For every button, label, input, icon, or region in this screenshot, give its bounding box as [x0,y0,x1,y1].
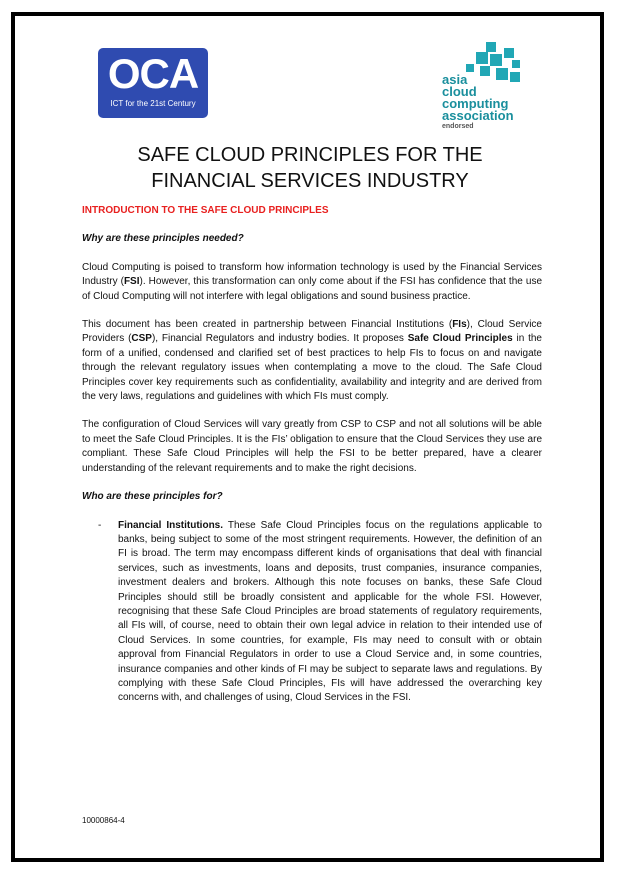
oca-logo [98,48,208,118]
oca-logo-mark: OCA [107,50,199,97]
document-title-line-2: FINANCIAL SERVICES INDUSTRY [151,170,469,192]
acca-square-icon [486,42,496,52]
acca-square-icon [490,54,502,66]
principles-audience-list [82,519,542,706]
paragraph-1: Cloud Computing is poised to transform how information technology is used by the Financial Services Industry (FSI). However, this transformation can only come about if the FSI has confidence that the use of Cloud Computing will not interfere with legal obligations and sound business practice. [82,261,543,302]
acca-logo-endorsed: endorsed [442,123,474,130]
document-title-line-1: SAFE CLOUD PRINCIPLES FOR THE [137,144,483,166]
list-item-lead: Financial Institutions. [118,519,224,531]
acca-square-icon [466,64,474,72]
question-who: Who are these principles for? [82,491,223,503]
acca-square-icon [476,52,488,64]
paragraph-3: The configuration of Cloud Services will vary greatly from CSP to CSP and not all solutions will be able to meet the Safe Cloud Principles. It is the FIs’ obligation to ensure that the Cloud Services they use are compliant. These Safe Cloud Principles will help the FSI to be better prepared, have a clearer understanding of the relevant requirements and to make the right decisions. [82,419,542,474]
acca-square-icon [504,48,514,58]
acca-logo-line: association [442,108,514,123]
document-number: 10000864-4 [82,816,125,825]
acca-square-icon [512,60,520,68]
section-heading: INTRODUCTION TO THE SAFE CLOUD PRINCIPLES [82,205,329,216]
document-title [0,142,620,194]
question-why: Why are these principles needed? [82,233,244,245]
list-item [82,519,542,706]
document-body [82,204,542,706]
acca-logo [440,40,550,136]
acca-logo-line: asia [442,72,468,87]
acca-logo-line: cloud [442,84,477,99]
list-bullet: - [98,519,102,531]
list-item-text: These Safe Cloud Principles focus on the regulations applicable to banks, being subject to some of the most stringent requirements. However, the definition of an FI is broad. The term may encompass different kinds of organisations that deal with financial services, such as investments, loans and deposits, trust companies, insurance companies, investment dealers and brokers. Although this note focuses on banks, these Safe Cloud Principles should still be broadly consistent and applicable for the whole FSI. However, recognising that these Safe Cloud Principles are broad statements of regulatory requirements, all FIs will, of course, need to obtain their own legal advice in relation to their intended use of Cloud Services. In some countries, for example, FIs may need to consult with or obtain approval from Financial Regulators in order to use a Cloud Service and, in some countries, insurance companies and other kinds of FI may be subject to separate laws and regulations. By complying with these Safe Cloud Principles, FIs will have addressed the overarching key concerns with, and challenges of using, Cloud Services in the FSI. [118,519,542,704]
acca-logo-line: computing [442,96,509,111]
acca-logo-text [442,74,514,131]
oca-logo-tagline: ICT for the 21st Century [110,99,196,108]
paragraph-2: This document has been created in partnership between Financial Institutions (FIs), Cloud Service Providers (CSP), Financial Regulators and industry bodies. It proposes Safe Cloud Principles in the form of a unified, condensed and clarified set of best practices to help FIs to focus on and navigate through the relevant regulatory issues when contemplating a move to the cloud. The Safe Cloud Principles cover key requirements such as confidentiality, availability and integrity and are derived from the very laws, regulations and guidelines with which FIs must comply. [82,319,542,403]
